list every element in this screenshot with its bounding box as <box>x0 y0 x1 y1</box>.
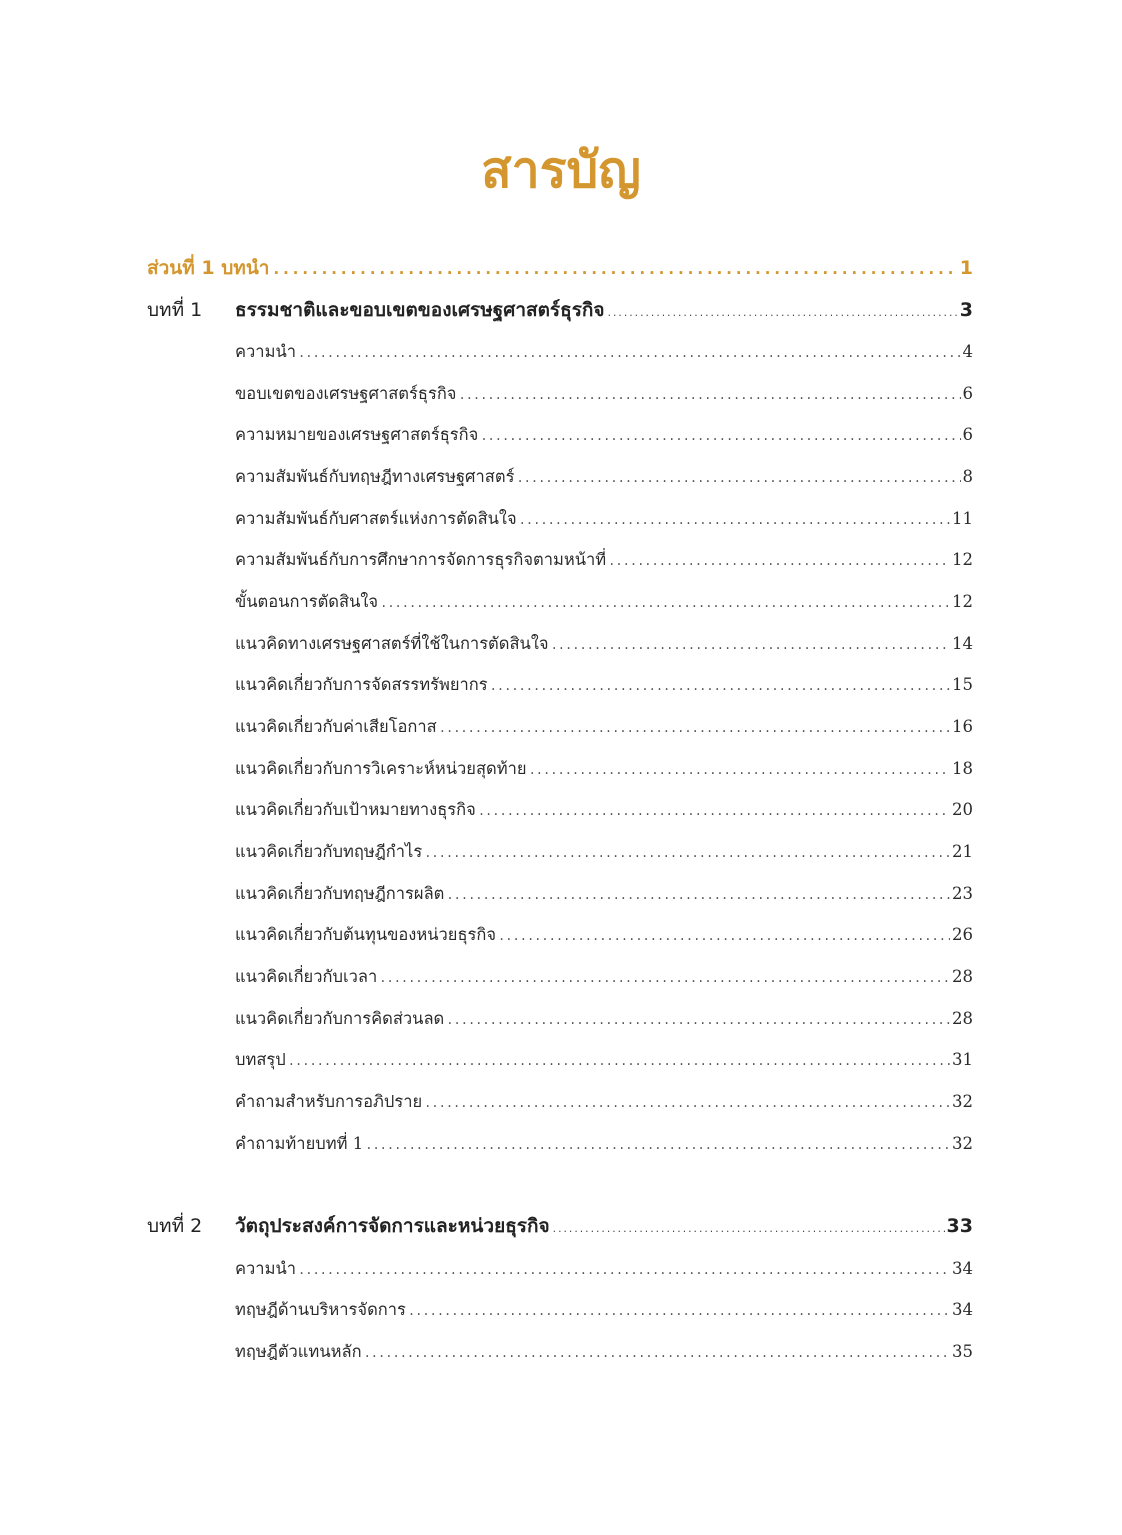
page-number: 21 <box>952 842 973 861</box>
toc-section[interactable] <box>235 1087 973 1117</box>
toc-section[interactable] <box>235 337 973 367</box>
dot-leader <box>365 1130 950 1160</box>
dot-leader <box>498 921 950 951</box>
page-number: 28 <box>952 967 973 986</box>
toc-section[interactable] <box>235 1045 973 1075</box>
dot-leader <box>408 1296 950 1326</box>
toc-part-1[interactable] <box>147 253 973 283</box>
section-title: ทฤษฎีตัวแทนหลัก <box>235 1342 362 1361</box>
toc-section[interactable] <box>235 1337 973 1367</box>
toc-section[interactable] <box>235 545 973 575</box>
page-number: 3 <box>959 299 973 321</box>
toc-section[interactable] <box>235 1129 973 1159</box>
dot-leader <box>529 755 950 785</box>
page-number: 12 <box>952 550 973 569</box>
section-title: บทสรุป <box>235 1050 286 1069</box>
toc-chapter-1[interactable] <box>147 295 973 325</box>
dot-leader <box>480 421 960 451</box>
toc-section[interactable] <box>235 795 973 825</box>
dot-leader <box>446 1005 950 1035</box>
toc-section[interactable] <box>235 670 973 700</box>
toc-section[interactable] <box>235 629 973 659</box>
page-number: 18 <box>952 759 973 778</box>
dot-leader <box>519 505 950 535</box>
toc-section[interactable] <box>235 379 973 409</box>
dot-leader <box>608 546 950 576</box>
toc-section[interactable] <box>235 1004 973 1034</box>
dot-leader <box>364 1338 950 1368</box>
page-number: 1 <box>959 257 973 279</box>
page-number: 14 <box>952 634 973 653</box>
page-number: 15 <box>952 675 973 694</box>
section-title: ขั้นตอนการตัดสินใจ <box>235 592 379 611</box>
toc-section[interactable] <box>235 837 973 867</box>
toc-section[interactable] <box>235 504 973 534</box>
page-number: 8 <box>962 467 973 486</box>
toc-section[interactable] <box>235 1295 973 1325</box>
dot-leader <box>424 1088 950 1118</box>
toc-section[interactable] <box>235 462 973 492</box>
page-number: 12 <box>952 592 973 611</box>
dot-leader <box>380 588 950 618</box>
toc-section[interactable] <box>235 712 973 742</box>
dot-leader <box>439 713 950 743</box>
dot-leader <box>458 380 960 410</box>
toc-section[interactable] <box>235 587 973 617</box>
dot-leader <box>288 1046 950 1076</box>
toc-section[interactable] <box>235 754 973 784</box>
section-title: แนวคิดเกี่ยวกับการวิเคราะห์หน่วยสุดท้าย <box>235 759 527 778</box>
section-title: ขอบเขตของเศรษฐศาสตร์ธุรกิจ <box>235 384 457 403</box>
page-number: 35 <box>952 1342 973 1361</box>
section-title: แนวคิดทางเศรษฐศาสตร์ที่ใช้ในการตัดสินใจ <box>235 634 549 653</box>
dot-leader <box>607 299 958 329</box>
page-number: 31 <box>952 1050 973 1069</box>
section-title: คำถามสำหรับการอภิปราย <box>235 1092 423 1111</box>
toc-section[interactable] <box>235 420 973 450</box>
chapter-title: วัตถุประสงค์การจัดการและหน่วยธุรกิจ <box>235 1215 550 1237</box>
dot-leader <box>478 796 950 826</box>
section-title: ความสัมพันธ์กับการศึกษาการจัดการธุรกิจตามหน้าที่ <box>235 550 607 569</box>
chapter-title: ธรรมชาติและขอบเขตของเศรษฐศาสตร์ธุรกิจ <box>235 299 605 321</box>
section-title: แนวคิดเกี่ยวกับการจัดสรรทรัพยากร <box>235 675 488 694</box>
page-number: 28 <box>952 1009 973 1028</box>
section-title: ทฤษฎีด้านบริหารจัดการ <box>235 1300 406 1319</box>
page-number: 20 <box>952 800 973 819</box>
dot-leader <box>298 1255 950 1285</box>
section-title: แนวคิดเกี่ยวกับการคิดส่วนลด <box>235 1009 445 1028</box>
page-number: 33 <box>946 1215 973 1237</box>
section-title: ความสัมพันธ์กับศาสตร์แห่งการตัดสินใจ <box>235 509 517 528</box>
section-title: ความหมายของเศรษฐศาสตร์ธุรกิจ <box>235 425 479 444</box>
page-title: สารบัญ <box>481 141 641 199</box>
dot-leader <box>490 671 950 701</box>
dot-leader <box>298 338 961 368</box>
section-title: แนวคิดเกี่ยวกับทฤษฎีการผลิต <box>235 884 445 903</box>
section-title: แนวคิดเกี่ยวกับทฤษฎีกำไร <box>235 842 423 861</box>
chapter-number: บทที่ 1 <box>147 299 203 321</box>
page-number: 11 <box>952 509 973 528</box>
page-number: 34 <box>952 1259 973 1278</box>
page-number: 23 <box>952 884 973 903</box>
page-number: 6 <box>962 384 973 403</box>
toc-section[interactable] <box>235 1254 973 1284</box>
dot-leader <box>552 1215 945 1245</box>
section-title: ความสัมพันธ์กับทฤษฎีทางเศรษฐศาสตร์ <box>235 467 515 486</box>
toc-section[interactable] <box>235 920 973 950</box>
dot-leader <box>551 630 950 660</box>
chapter-number: บทที่ 2 <box>147 1215 203 1237</box>
page-number: 34 <box>952 1300 973 1319</box>
section-title: แนวคิดเกี่ยวกับเป้าหมายทางธุรกิจ <box>235 800 476 819</box>
page-number: 32 <box>952 1134 973 1153</box>
page-number: 4 <box>962 342 973 361</box>
section-title: แนวคิดเกี่ยวกับเวลา <box>235 967 378 986</box>
page-number: 32 <box>952 1092 973 1111</box>
dot-leader <box>379 963 950 993</box>
toc-section[interactable] <box>235 879 973 909</box>
toc-section[interactable] <box>235 962 973 992</box>
section-title: ความนำ <box>235 1259 296 1278</box>
dot-leader <box>424 838 950 868</box>
dot-leader <box>516 463 960 493</box>
page-number: 6 <box>962 425 973 444</box>
page-number: 26 <box>952 925 973 944</box>
part-label: ส่วนที่ 1 บทนำ <box>147 257 270 279</box>
page-number: 16 <box>952 717 973 736</box>
dot-leader <box>271 254 957 284</box>
toc-chapter-2[interactable] <box>147 1211 973 1241</box>
section-title: คำถามท้ายบทที่ 1 <box>235 1134 364 1153</box>
section-title: แนวคิดเกี่ยวกับค่าเสียโอกาส <box>235 717 437 736</box>
section-title: แนวคิดเกี่ยวกับต้นทุนของหน่วยธุรกิจ <box>235 925 497 944</box>
dot-leader <box>446 880 950 910</box>
section-title: ความนำ <box>235 342 296 361</box>
